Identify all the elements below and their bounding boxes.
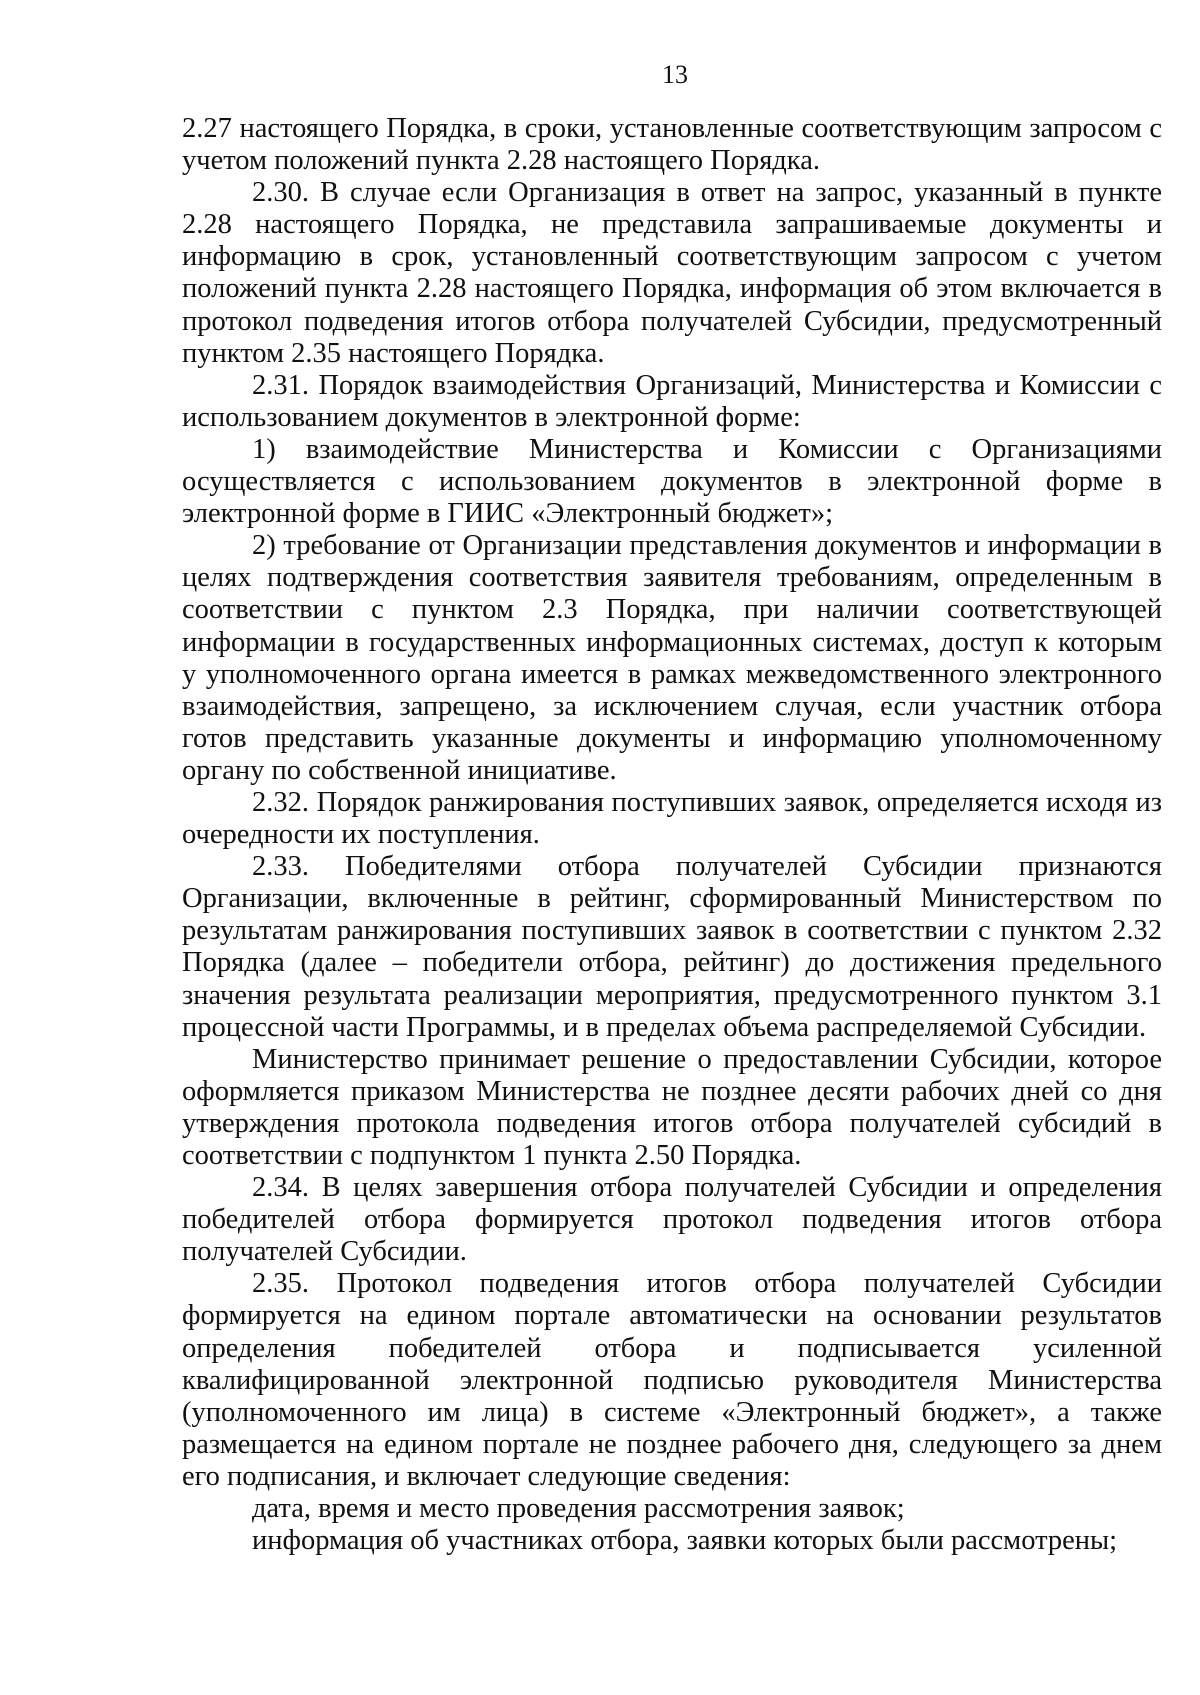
paragraph-2-27-continuation: 2.27 настоящего Порядка, в сроки, установленные соответствующим запросом с учетом положений пункта 2.28 настоящего Порядка. xyxy=(182,113,1162,177)
paragraph-2-30: 2.30. В случае если Организация в ответ на запрос, указанный в пункте 2.28 настоящего Порядка, не представила запрашиваемые документы и информацию в срок, установленный соответствующим запросом с учетом положений пункта 2.28 настоящего Порядка, информация об этом включается в протокол подведения итогов отбора получателей Субсидии, предусмотренный пунктом 2.35 настоящего Порядка. xyxy=(182,177,1162,369)
paragraph-2-33-decision: Министерство принимает решение о предоставлении Субсидии, которое оформляется приказом Министерства не позднее десяти рабочих дней со дня утверждения протокола подведения итогов отбора получателей субсидий в соответствии с подпунктом 1 пункта 2.50 Порядка. xyxy=(182,1043,1162,1171)
paragraph-2-34: 2.34. В целях завершения отбора получателей Субсидии и определения победителей отбора формируется протокол подведения итогов отбора получателей Субсидии. xyxy=(182,1172,1162,1268)
paragraph-2-35: 2.35. Протокол подведения итогов отбора получателей Субсидии формируется на едином портале автоматически на основании результатов определения победителей отбора и подписывается усиленной квалифицированной электронной подписью руководителя Министерства (уполномоченного им лица) в системе «Электронный бюджет», а также размещается на едином портале не позднее рабочего дня, следующего за днем его подписания, и включает следующие сведения: xyxy=(182,1268,1162,1492)
paragraph-2-35-item-participants: информация об участниках отбора, заявки которых были рассмотрены; xyxy=(252,1525,1118,1557)
paragraph-2-31-item-1: 1) взаимодействие Министерства и Комиссии с Организациями осуществляется с использованием документов в электронной форме в электронной форме в ГИИС «Электронный бюджет»; xyxy=(182,433,1162,530)
paragraph-2-33: 2.33. Победителями отбора получателей Субсидии признаются Организации, включенные в рейтинг, сформированный Министерством по результатам ранжирования поступивших заявок в соответствии с пунктом 2.32 Порядка (далее – победители отбора, рейтинг) до достижения предельного значения результата реализации мероприятия, предусмотренного пунктом 3.1 процессной части Программы, и в пределах объема распределяемой Субсидии. xyxy=(182,851,1162,1043)
paragraph-2-35-item-date: дата, время и место проведения рассмотрения заявок; xyxy=(252,1493,905,1525)
page-number: 13 xyxy=(662,60,688,89)
paragraph-2-31-item-2: 2) требование от Организации представления документов и информации в целях подтверждения соответствия заявителя требованиям, определенным в соответствии с пунктом 2.3 Порядка, при наличии соответствующей информации в государственных информационных системах, доступ к которым у уполномоченного органа имеется в рамках межведомственного электронного взаимодействия, запрещено, за исключением случая, если участник отбора готов представить указанные документы и информацию уполномоченному органу по собственной инициативе. xyxy=(182,530,1162,786)
paragraph-2-31: 2.31. Порядок взаимодействия Организаций, Министерства и Комиссии с использованием документов в электронной форме: xyxy=(182,369,1162,433)
paragraph-2-32: 2.32. Порядок ранжирования поступивших заявок, определяется исходя из очередности их поступления. xyxy=(182,786,1162,851)
document-body xyxy=(182,113,1162,1557)
